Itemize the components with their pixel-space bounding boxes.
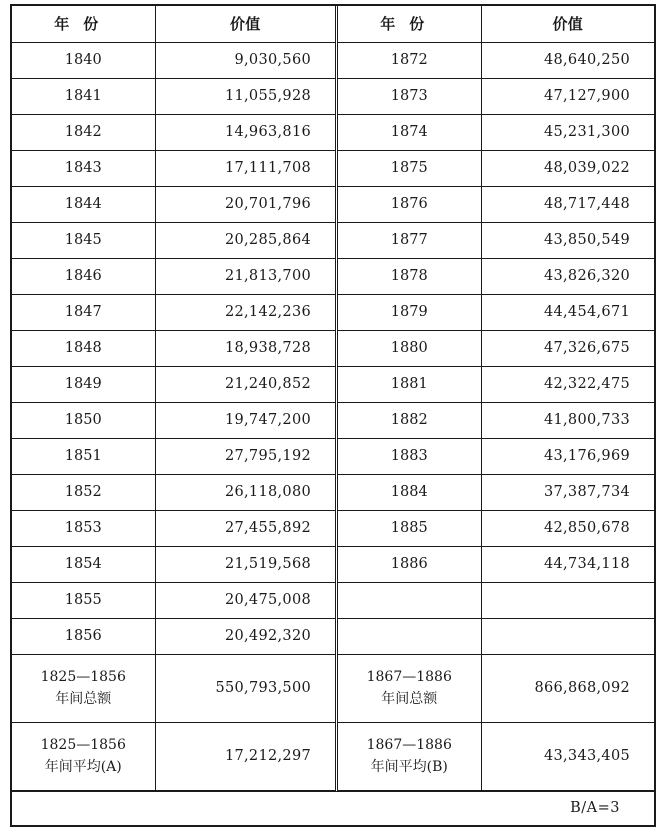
right-value-cell: 37,387,734: [481, 474, 654, 510]
right-year-cell: 1876: [338, 186, 481, 222]
right-table-body: [338, 42, 654, 790]
right-value-header: 价值: [481, 6, 654, 42]
table-row: [12, 186, 335, 222]
table-row: [338, 186, 654, 222]
left-summary-period-cell: [12, 722, 155, 790]
left-year-cell: 1855: [12, 582, 155, 618]
left-value-cell: 20,475,008: [155, 582, 335, 618]
right-value-cell: 48,717,448: [481, 186, 654, 222]
table-row: [338, 510, 654, 546]
right-summary-period-cell: [338, 722, 481, 790]
left-value-cell: 21,519,568: [155, 546, 335, 582]
right-year-cell: [338, 618, 481, 654]
left-table-body: [12, 42, 335, 790]
right-summary-value-cell: 866,868,092: [481, 654, 654, 722]
summary-row: [12, 654, 335, 722]
table-row: [12, 402, 335, 438]
left-summary-value-cell: 550,793,500: [155, 654, 335, 722]
right-value-cell: 43,826,320: [481, 258, 654, 294]
right-year-header: 年份: [338, 6, 481, 42]
table-row: [338, 258, 654, 294]
left-year-cell: 1854: [12, 546, 155, 582]
left-year-cell: 1852: [12, 474, 155, 510]
right-value-cell: 42,322,475: [481, 366, 654, 402]
table-row: [12, 510, 335, 546]
left-value-cell: 19,747,200: [155, 402, 335, 438]
summary-row: [338, 654, 654, 722]
table-row: [12, 150, 335, 186]
table-row: [338, 78, 654, 114]
right-value-cell: 48,640,250: [481, 42, 654, 78]
ratio-text: B/A=3: [570, 800, 620, 816]
left-year-cell: 1841: [12, 78, 155, 114]
left-value-cell: 17,111,708: [155, 150, 335, 186]
right-value-cell: 44,454,671: [481, 294, 654, 330]
left-year-cell: 1853: [12, 510, 155, 546]
table-row: [338, 294, 654, 330]
summary-label: 年间平均(A): [44, 759, 122, 775]
table-row: [12, 78, 335, 114]
right-year-cell: 1874: [338, 114, 481, 150]
right-year-cell: 1879: [338, 294, 481, 330]
table-row: [338, 438, 654, 474]
right-year-cell: 1882: [338, 402, 481, 438]
left-value-header: 价值: [155, 6, 335, 42]
table-row: [338, 114, 654, 150]
left-year-cell: 1851: [12, 438, 155, 474]
summary-period: 1867—1886: [366, 737, 452, 753]
summary-period: 1825—1856: [40, 669, 126, 685]
left-value-cell: 27,455,892: [155, 510, 335, 546]
right-value-cell: 44,734,118: [481, 546, 654, 582]
right-year-cell: [338, 582, 481, 618]
table-row: [12, 438, 335, 474]
table-row: [12, 582, 335, 618]
left-value-cell: 9,030,560: [155, 42, 335, 78]
left-year-cell: 1856: [12, 618, 155, 654]
right-value-cell: 45,231,300: [481, 114, 654, 150]
table-row: [338, 474, 654, 510]
right-value-cell: 43,176,969: [481, 438, 654, 474]
left-value-cell: 21,813,700: [155, 258, 335, 294]
left-year-cell: 1843: [12, 150, 155, 186]
table-row: [338, 402, 654, 438]
table-row: [12, 546, 335, 582]
ratio-footer: [12, 791, 654, 825]
right-year-cell: 1877: [338, 222, 481, 258]
left-year-cell: 1849: [12, 366, 155, 402]
right-year-cell: 1872: [338, 42, 481, 78]
data-table-frame: [10, 4, 656, 827]
summary-label: 年间平均(B): [370, 759, 448, 775]
left-year-cell: 1842: [12, 114, 155, 150]
left-value-cell: 20,285,864: [155, 222, 335, 258]
table-row: [338, 330, 654, 366]
table-row: [338, 546, 654, 582]
right-year-cell: 1873: [338, 78, 481, 114]
summary-row: [338, 722, 654, 790]
left-summary-period-cell: [12, 654, 155, 722]
table-row: [338, 222, 654, 258]
left-value-cell: 18,938,728: [155, 330, 335, 366]
left-year-cell: 1847: [12, 294, 155, 330]
summary-label: 年间总额: [55, 691, 112, 707]
table-row: [338, 150, 654, 186]
right-table: [338, 6, 654, 791]
table-row: [12, 294, 335, 330]
table-row: [338, 366, 654, 402]
right-value-cell: 42,850,678: [481, 510, 654, 546]
table-row: [12, 222, 335, 258]
table-row: [12, 330, 335, 366]
right-value-cell: [481, 618, 654, 654]
left-summary-value-cell: 17,212,297: [155, 722, 335, 790]
left-value-cell: 11,055,928: [155, 78, 335, 114]
right-year-cell: 1878: [338, 258, 481, 294]
summary-label: 年间总额: [381, 691, 438, 707]
right-year-cell: 1880: [338, 330, 481, 366]
summary-period: 1825—1856: [40, 737, 126, 753]
table-row: [338, 42, 654, 78]
left-year-cell: 1850: [12, 402, 155, 438]
table-row: [12, 42, 335, 78]
table-row: [12, 114, 335, 150]
left-table: [12, 6, 335, 791]
table-row: [12, 474, 335, 510]
left-year-cell: 1848: [12, 330, 155, 366]
right-header-row: [338, 6, 654, 42]
left-year-cell: 1840: [12, 42, 155, 78]
left-year-header: 年份: [12, 6, 155, 42]
table-row: [338, 582, 654, 618]
right-year-cell: 1885: [338, 510, 481, 546]
left-value-cell: 22,142,236: [155, 294, 335, 330]
right-summary-period-cell: [338, 654, 481, 722]
right-summary-value-cell: 43,343,405: [481, 722, 654, 790]
summary-row: [12, 722, 335, 790]
right-value-cell: 43,850,549: [481, 222, 654, 258]
table-row: [12, 366, 335, 402]
right-year-cell: 1886: [338, 546, 481, 582]
left-value-cell: 14,963,816: [155, 114, 335, 150]
right-year-cell: 1881: [338, 366, 481, 402]
right-year-cell: 1875: [338, 150, 481, 186]
right-value-cell: [481, 582, 654, 618]
right-value-cell: 41,800,733: [481, 402, 654, 438]
left-year-cell: 1845: [12, 222, 155, 258]
right-value-cell: 48,039,022: [481, 150, 654, 186]
table-row: [12, 258, 335, 294]
right-value-cell: 47,127,900: [481, 78, 654, 114]
summary-period: 1867—1886: [366, 669, 452, 685]
right-value-cell: 47,326,675: [481, 330, 654, 366]
table-row: [12, 618, 335, 654]
right-year-cell: 1884: [338, 474, 481, 510]
left-year-cell: 1844: [12, 186, 155, 222]
left-value-cell: 27,795,192: [155, 438, 335, 474]
table-row: [338, 618, 654, 654]
left-year-cell: 1846: [12, 258, 155, 294]
left-value-cell: 26,118,080: [155, 474, 335, 510]
right-year-cell: 1883: [338, 438, 481, 474]
left-header-row: [12, 6, 335, 42]
left-value-cell: 20,701,796: [155, 186, 335, 222]
left-value-cell: 21,240,852: [155, 366, 335, 402]
left-value-cell: 20,492,320: [155, 618, 335, 654]
